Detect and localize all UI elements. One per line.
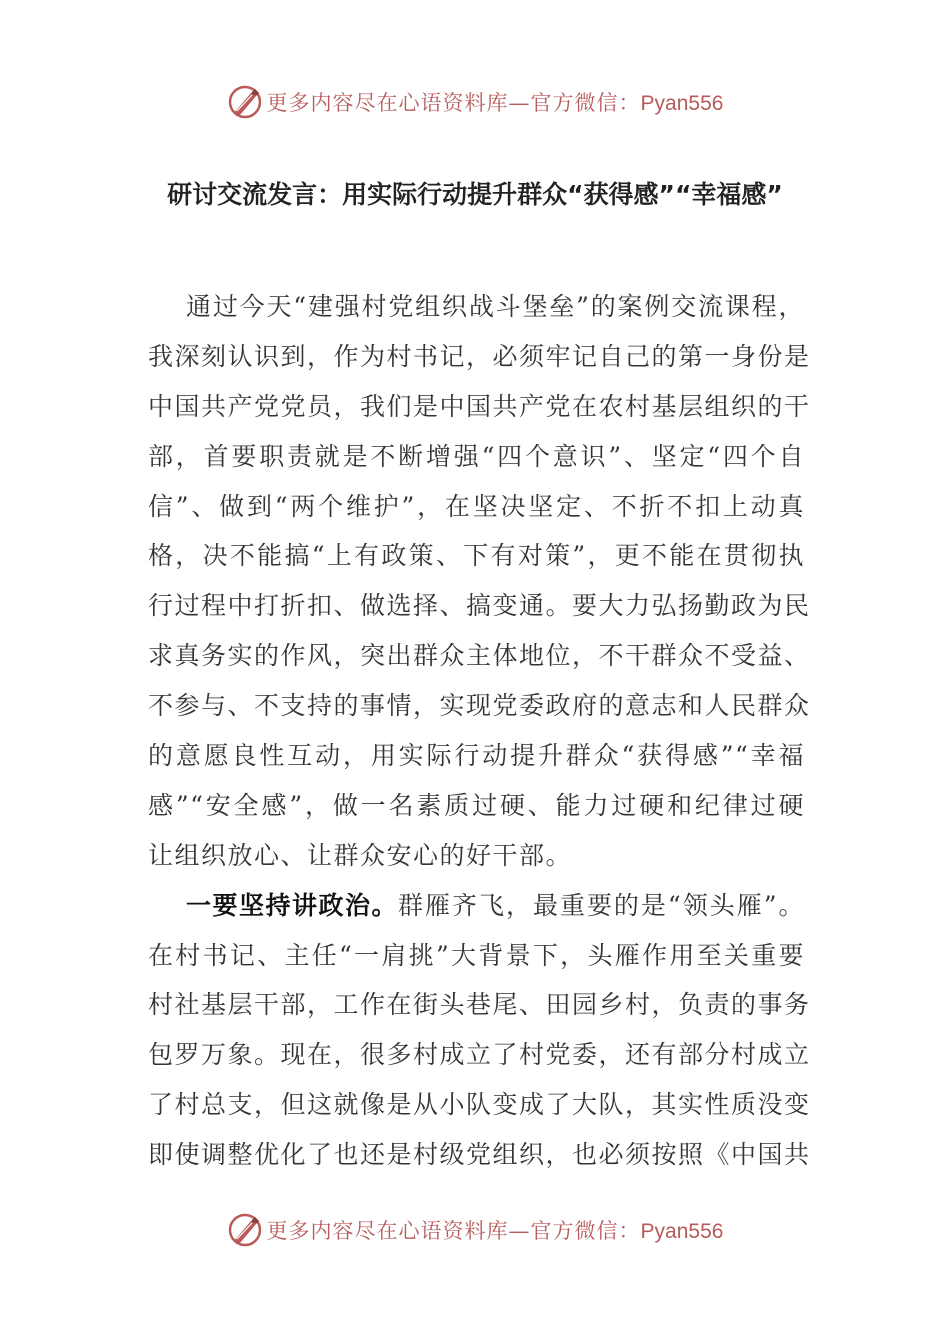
header-watermark bbox=[0, 82, 950, 122]
body-line: 包罗万象。现在，很多村成立了村党委，还有部分村成立 bbox=[148, 1040, 811, 1070]
body-line: 不参与、不支持的事情，实现党委政府的意志和人民群众 bbox=[148, 691, 811, 721]
watermark-text: 更多内容尽在心语资料库—官方微信：Pyan556 bbox=[266, 1219, 724, 1243]
body-line: 在村书记、主任“一肩挑”大背景下，头雁作用至关重要 bbox=[148, 940, 805, 970]
body-line: 村社基层干部，工作在街头巷尾、田园乡村，负责的事务 bbox=[148, 990, 811, 1020]
pen-nib-icon bbox=[227, 1212, 263, 1248]
footer-watermark bbox=[0, 1210, 950, 1250]
body-line: 通过今天“建强村党组织战斗堡垒”的案例交流课程， bbox=[186, 292, 805, 321]
body-line: 求真务实的作风，突出群众主体地位，不干群众不受益、 bbox=[148, 641, 811, 671]
body-line: 我深刻认识到，作为村书记，必须牢记自己的第一身份是 bbox=[148, 341, 811, 371]
document-title: 研讨交流发言：用实际行动提升群众“获得感”“幸福感” bbox=[167, 180, 783, 209]
body-line: 信”、做到“两个维护”，在坚决坚定、不折不扣上动真 bbox=[148, 491, 805, 521]
body-line: 部，首要职责就是不断增强“四个意识”、坚定“四个自 bbox=[148, 441, 805, 471]
body-line: 了村总支，但这就像是从小队变成了大队，其实性质没变 bbox=[148, 1090, 811, 1120]
body-line: 中国共产党党员，我们是中国共产党在农村基层组织的干 bbox=[148, 391, 811, 421]
body-line: 格，决不能搞“上有政策、下有对策”，更不能在贯彻执 bbox=[148, 541, 805, 571]
section-first-line bbox=[148, 881, 805, 931]
document-body bbox=[148, 282, 811, 1180]
section-lead-text: 群雁齐飞，最重要的是“领头雁”。 bbox=[397, 890, 805, 920]
body-line: 行过程中打折扣、做选择、搞变通。要大力弘扬勤政为民 bbox=[148, 591, 811, 621]
body-line: 感”“安全感”，做一名素质过硬、能力过硬和纪律过硬 bbox=[148, 790, 805, 820]
section-heading: 一要坚持讲政治。 bbox=[186, 890, 398, 920]
body-line: 即使调整优化了也还是村级党组织，也必须按照《中国共 bbox=[148, 1140, 811, 1170]
watermark-text: 更多内容尽在心语资料库—官方微信：Pyan556 bbox=[266, 91, 724, 115]
body-line: 让组织放心、让群众安心的好干部。 bbox=[148, 840, 573, 870]
body-line: 的意愿良性互动，用实际行动提升群众“获得感”“幸福 bbox=[148, 741, 805, 771]
pen-nib-icon bbox=[227, 84, 263, 120]
